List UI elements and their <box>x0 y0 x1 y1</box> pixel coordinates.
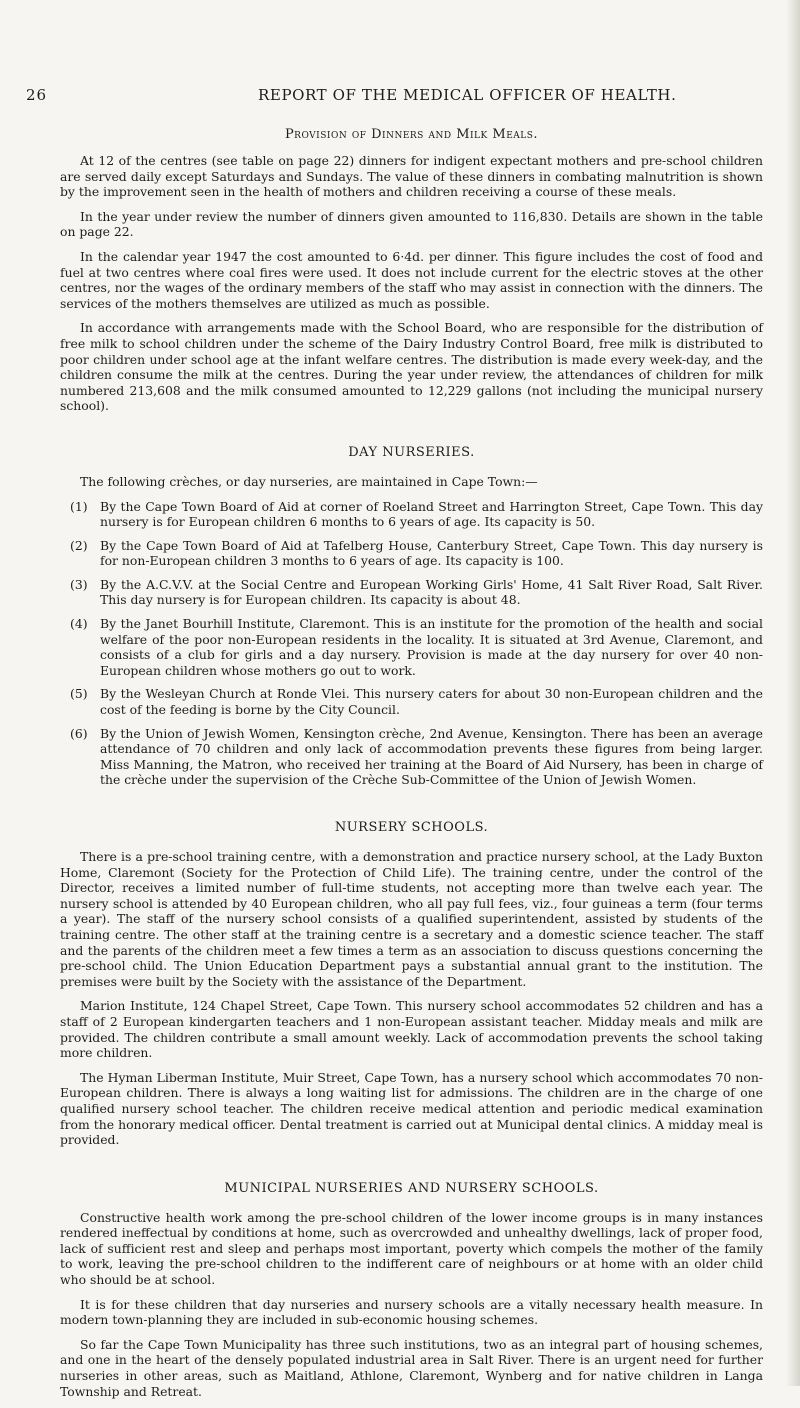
nursery-schools-paragraph: There is a pre-school training centre, with a demonstration and practice nursery school, at the Lady Buxton Home, Claremont (Society for the Protection of Child Life). The training centre, under the control of the Director, receives a limited number of full-time students, not accepting more than twelve each year. The nursery school is attended by 40 European children, who all pay full fees, viz., four guineas a term (four terms a year). The staff of the nursery school consists of a qualified superintendent, assisted by students of the training centre. The other staff at the training centre is a secretary and a domestic science teacher. The staff and the parents of the children meet a few times a term as an association to discuss questions concerning the pre-school child. The Union Education Department pays a substantial annual grant to the institution. The premises were built by the Society with the assistance of the Department. <box>60 849 763 989</box>
list-item <box>60 577 763 608</box>
nursery-schools-paragraph: Marion Institute, 124 Chapel Street, Cape Town. This nursery school accommodates 52 children and has a staff of 2 European kindergarten teachers and 1 non-European assistant teacher. Midday meals and milk are provided. The children contribute a small amount weekly. Lack of accommodation prevents the school taking more children. <box>60 998 763 1061</box>
list-item-text: By the Cape Town Board of Aid at corner of Roeland Street and Harrington Street, Cape Town. This day nursery is for European children 6 months to 6 years of age. Its capacity is 50. <box>100 498 763 530</box>
day-nurseries-intro: The following crèches, or day nurseries, are maintained in Cape Town:— <box>80 473 538 489</box>
list-item <box>60 616 763 678</box>
list-item-number: (5) <box>70 686 88 702</box>
dinners-paragraph: At 12 of the centres (see table on page 22) dinners for indigent expectant mothers and pre-school children are served daily except Saturdays and Sundays. The value of these dinners in combating malnutrition is shown by the improvement seen in the health of mothers and children receiving a course of these meals. <box>60 153 763 200</box>
nursery-schools-paragraph: The Hyman Liberman Institute, Muir Street, Cape Town, has a nursery school which accommodates 70 non-European children. There is always a long waiting list for admissions. The children are in the charge of one qualified nursery school teacher. The children receive medical attention and periodic medical examination from the honorary medical officer. Dental treatment is carried out at Municipal dental clinics. A midday meal is provided. <box>60 1069 763 1148</box>
list-item-number: (1) <box>70 498 88 514</box>
dinners-paragraph: In accordance with arrangements made with the School Board, who are responsible for the distribution of free milk to school children under the scheme of the Dairy Industry Control Board, free milk is distributed to poor children under school age at the infant welfare centres. The distribution is made every week-day, and the children consume the milk at the centres. During the year under review, the attendances of children for milk numbered 213,608 and the milk consumed amounted to 12,229 gallons (not including the municipal nursery school). <box>60 320 763 414</box>
list-item-text: By the Cape Town Board of Aid at Tafelberg House, Canterbury Street, Cape Town. This day nursery is for non-European children 3 months to 6 years of age. Its capacity is 100. <box>100 537 763 569</box>
list-item-number: (6) <box>70 725 88 741</box>
municipal-heading: MUNICIPAL NURSERIES AND NURSERY SCHOOLS. <box>224 1180 599 1196</box>
list-item-number: (4) <box>70 616 88 632</box>
day-nurseries-heading: DAY NURSERIES. <box>348 444 475 460</box>
running-header <box>26 86 774 106</box>
list-item-text: By the Wesleyan Church at Ronde Vlei. This nursery caters for about 30 non-European children and the cost of the feeding is borne by the City Council. <box>100 686 763 718</box>
list-item-text: By the A.C.V.V. at the Social Centre and European Working Girls' Home, 41 Salt River Road, Salt River. This day nursery is for European children. Its capacity is about 48. <box>100 576 763 608</box>
municipal-paragraph: It is for these children that day nurseries and nursery schools are a vitally necessary health measure. In modern town-planning they are included in sub-economic housing schemes. <box>60 1296 763 1328</box>
page-edge-shadow <box>786 0 800 1386</box>
dinners-heading: Provision of Dinners and Milk Meals. <box>284 127 539 142</box>
nursery-schools-heading: NURSERY SCHOOLS. <box>334 820 489 835</box>
list-item-text: By the Union of Jewish Women, Kensington crèche, 2nd Avenue, Kensington. There has been an average attendance of 70 children and only lack of accommodation prevents these figures from being larger. Miss Manning, the Matron, who received her training at the Board of Aid Nursery, has been in charge of the crèche under the supervision of the Crèche Sub-Committee of the Union of Jewish Women. <box>100 725 763 788</box>
dinners-paragraph: In the calendar year 1947 the cost amounted to 6·4d. per dinner. This figure includes the cost of food and fuel at two centres where coal fires were used. It does not include current for the electric stoves at the other centres, nor the wages of the ordinary members of the staff who may assist in connection with the dinners. The services of the mothers themselves are utilized as much as possible. <box>60 248 763 311</box>
municipal-paragraph: So far the Cape Town Municipality has three such institutions, two as an integral part of housing schemes, and one in the heart of the densely populated industrial area in Salt River. There is an urgent need for further nurseries in other areas, such as Maitland, Athlone, Claremont, Wynberg and for native children in Langa Township and Retreat. <box>60 1336 763 1399</box>
page-body <box>60 127 763 1408</box>
page-number: 26 <box>26 86 48 104</box>
list-item <box>60 499 763 530</box>
municipal-paragraph: Constructive health work among the pre-school children of the lower income groups is in many instances rendered ineffectual by conditions at home, such as overcrowded and unhealthy dwellings, lack of proper food, lack of sufficient rest and sleep and perhaps most important, poverty which compels the mother of the family to work, leaving the pre-school children to the indifferent care of neighbours or at home with an older child who should be at school. <box>60 1209 763 1288</box>
list-item <box>60 726 763 788</box>
list-item-number: (2) <box>70 537 88 553</box>
running-title: REPORT OF THE MEDICAL OFFICER OF HEALTH. <box>258 86 677 104</box>
list-item <box>60 538 763 569</box>
list-item-text: By the Janet Bourhill Institute, Claremont. This is an institute for the promotion of the health and social welfare of the poor non-European residents in the locality. It is situated at 3rd Avenue, Claremont, and consists of a club for girls and a day nursery. Provision is made at the day nursery for over 40 non-European children whose mothers go out to work. <box>100 616 763 678</box>
dinners-paragraph: In the year under review the number of dinners given amounted to 116,830. Details are shown in the table on page 22. <box>60 208 763 240</box>
list-item <box>60 686 763 717</box>
list-item-number: (3) <box>70 576 88 592</box>
